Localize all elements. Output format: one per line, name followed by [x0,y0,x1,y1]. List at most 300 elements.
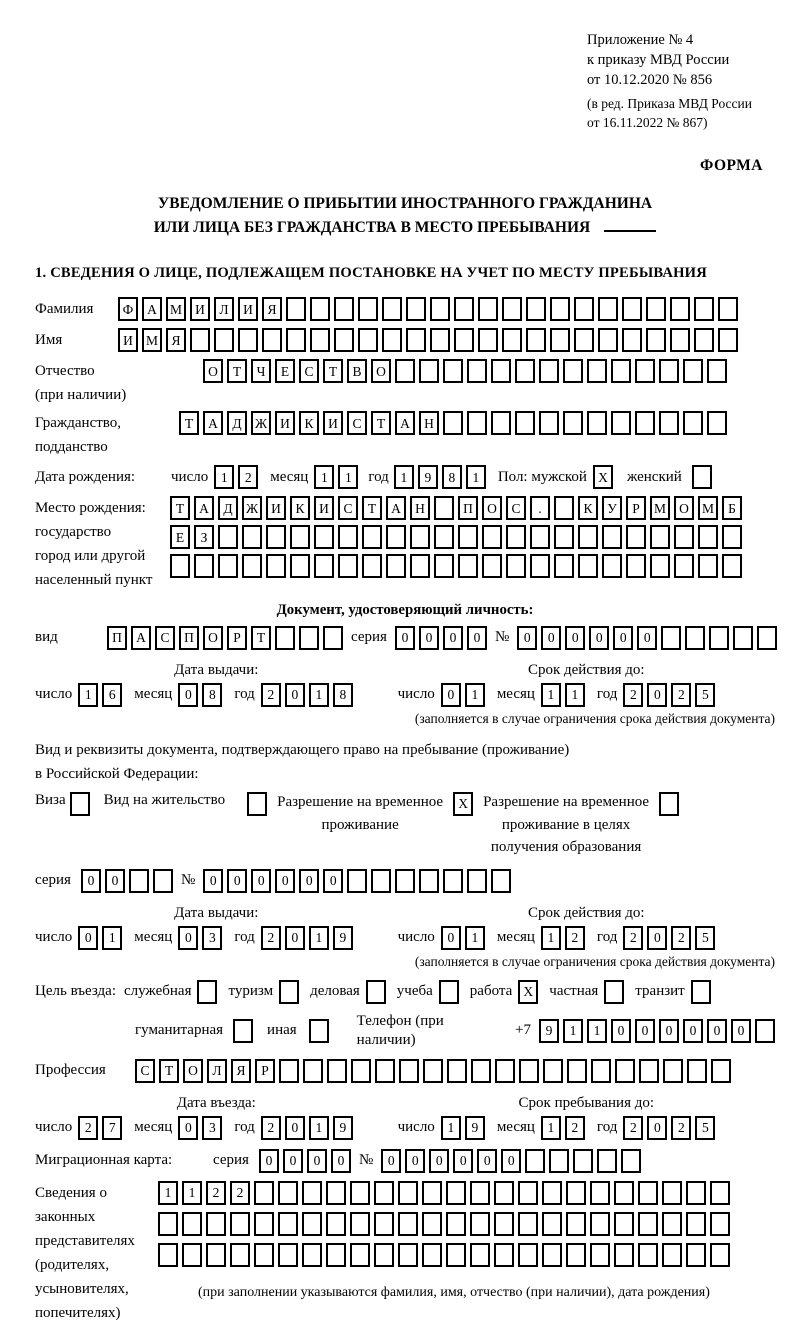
profession-char-box[interactable] [327,1059,347,1083]
birthplace-char-box[interactable] [554,554,574,578]
migration-series-box[interactable]: 0 [331,1149,351,1173]
given-name-char-box[interactable] [694,328,714,352]
patronymic-char-box[interactable] [707,359,727,383]
birthplace-char-box[interactable] [482,554,502,578]
rvp-issue-year-box[interactable]: 1 [309,926,329,950]
legal-reps-char-box[interactable] [566,1212,586,1236]
migration-number-box[interactable]: 0 [405,1149,425,1173]
id-doc-number-box[interactable]: 0 [637,626,657,650]
rvp-valid-year-box[interactable]: 2 [671,926,691,950]
given-name-char-box[interactable] [526,328,546,352]
surname-char-box[interactable] [622,297,642,321]
phone-digit-box[interactable]: 0 [659,1019,679,1043]
rvp-valid-day-box[interactable]: 0 [441,926,461,950]
legal-reps-char-box[interactable] [206,1243,226,1267]
legal-reps-char-box[interactable] [542,1212,562,1236]
surname-char-box[interactable] [526,297,546,321]
id-valid-day-box[interactable]: 1 [465,683,485,707]
id-valid-month-box[interactable]: 1 [565,683,585,707]
legal-reps-char-box[interactable] [494,1181,514,1205]
birthplace-char-box[interactable] [386,554,406,578]
id-doc-number-box[interactable] [685,626,705,650]
given-name-char-box[interactable] [574,328,594,352]
legal-reps-char-box[interactable] [326,1181,346,1205]
surname-char-box[interactable]: И [190,297,210,321]
rvp-valid-month-box[interactable]: 1 [541,926,561,950]
patronymic-char-box[interactable]: Т [227,359,247,383]
legal-reps-char-box[interactable] [374,1181,394,1205]
legal-reps-char-box[interactable] [158,1212,178,1236]
stay-month-box[interactable]: 1 [541,1116,561,1140]
birthplace-char-box[interactable] [434,496,454,520]
legal-reps-char-box[interactable] [182,1243,202,1267]
birth-day-box[interactable]: 2 [238,465,258,489]
birth-year-box[interactable]: 1 [394,465,414,489]
birthplace-char-box[interactable]: А [194,496,214,520]
given-name-char-box[interactable] [382,328,402,352]
legal-reps-char-box[interactable] [254,1181,274,1205]
rvp-number-box[interactable]: 0 [251,869,271,893]
id-issue-year-box[interactable]: 2 [261,683,281,707]
id-doc-number-box[interactable] [661,626,681,650]
surname-char-box[interactable] [310,297,330,321]
birthplace-char-box[interactable] [626,525,646,549]
given-name-char-box[interactable] [334,328,354,352]
legal-reps-char-box[interactable] [518,1212,538,1236]
birthplace-char-box[interactable] [362,525,382,549]
birthplace-char-box[interactable] [578,525,598,549]
legal-reps-char-box[interactable] [422,1212,442,1236]
birthplace-char-box[interactable] [698,525,718,549]
given-name-char-box[interactable] [358,328,378,352]
birthplace-char-box[interactable] [170,554,190,578]
legal-reps-char-box[interactable] [566,1243,586,1267]
id-doc-number-box[interactable] [733,626,753,650]
surname-char-box[interactable]: И [238,297,258,321]
rvp-number-box[interactable]: 0 [227,869,247,893]
profession-char-box[interactable]: С [135,1059,155,1083]
id-doc-number-box[interactable] [709,626,729,650]
legal-reps-char-box[interactable] [470,1243,490,1267]
residence-permit-checkbox[interactable] [247,792,267,816]
profession-char-box[interactable] [447,1059,467,1083]
stay-month-box[interactable]: 2 [565,1116,585,1140]
phone-digit-box[interactable]: 1 [563,1019,583,1043]
legal-reps-char-box[interactable] [158,1243,178,1267]
migration-number-box[interactable]: 0 [501,1149,521,1173]
legal-reps-char-box[interactable] [326,1243,346,1267]
profession-char-box[interactable] [639,1059,659,1083]
temp-residence-edu-checkbox[interactable] [659,792,679,816]
legal-reps-char-box[interactable] [542,1243,562,1267]
stay-year-box[interactable]: 2 [671,1116,691,1140]
migration-series-box[interactable]: 0 [259,1149,279,1173]
patronymic-char-box[interactable] [491,359,511,383]
given-name-char-box[interactable] [262,328,282,352]
legal-reps-char-box[interactable] [398,1181,418,1205]
legal-reps-char-box[interactable] [494,1243,514,1267]
id-doc-number-box[interactable]: 0 [517,626,537,650]
rvp-issue-year-box[interactable]: 2 [261,926,281,950]
rvp-issue-month-box[interactable]: 3 [202,926,222,950]
birthplace-char-box[interactable] [434,525,454,549]
stay-day-box[interactable]: 9 [465,1116,485,1140]
legal-reps-char-box[interactable] [422,1243,442,1267]
patronymic-char-box[interactable] [467,359,487,383]
migration-series-box[interactable]: 0 [307,1149,327,1173]
birthplace-char-box[interactable] [194,554,214,578]
legal-reps-char-box[interactable] [398,1212,418,1236]
legal-reps-char-box[interactable] [278,1181,298,1205]
birthplace-char-box[interactable] [506,525,526,549]
id-doc-type-box[interactable] [275,626,295,650]
profession-char-box[interactable] [567,1059,587,1083]
given-name-char-box[interactable] [310,328,330,352]
birthplace-char-box[interactable] [386,525,406,549]
patronymic-char-box[interactable] [563,359,583,383]
migration-number-box[interactable]: 0 [453,1149,473,1173]
entry-year-box[interactable]: 1 [309,1116,329,1140]
surname-char-box[interactable] [574,297,594,321]
birthplace-char-box[interactable] [650,525,670,549]
legal-reps-char-box[interactable] [302,1181,322,1205]
stay-day-box[interactable]: 1 [441,1116,461,1140]
given-name-char-box[interactable]: И [118,328,138,352]
given-name-char-box[interactable] [214,328,234,352]
profession-char-box[interactable]: Р [255,1059,275,1083]
citizenship-char-box[interactable] [587,411,607,435]
citizenship-char-box[interactable]: Т [371,411,391,435]
legal-reps-char-box[interactable] [686,1212,706,1236]
legal-reps-char-box[interactable] [638,1212,658,1236]
birthplace-char-box[interactable] [266,525,286,549]
id-valid-year-box[interactable]: 5 [695,683,715,707]
surname-char-box[interactable]: Я [262,297,282,321]
given-name-char-box[interactable] [550,328,570,352]
phone-digit-box[interactable]: 0 [635,1019,655,1043]
surname-char-box[interactable] [430,297,450,321]
birthplace-char-box[interactable] [410,554,430,578]
surname-char-box[interactable] [406,297,426,321]
migration-number-box[interactable]: 0 [381,1149,401,1173]
patronymic-char-box[interactable]: О [371,359,391,383]
surname-char-box[interactable] [454,297,474,321]
citizenship-char-box[interactable] [539,411,559,435]
legal-reps-char-box[interactable] [590,1243,610,1267]
birthplace-char-box[interactable]: Е [170,525,190,549]
rvp-series-box[interactable] [129,869,149,893]
patronymic-char-box[interactable] [683,359,703,383]
legal-reps-char-box[interactable] [278,1212,298,1236]
surname-char-box[interactable]: Л [214,297,234,321]
birthplace-char-box[interactable]: Д [218,496,238,520]
given-name-char-box[interactable] [718,328,738,352]
given-name-char-box[interactable] [478,328,498,352]
given-name-char-box[interactable] [190,328,210,352]
birthplace-char-box[interactable] [578,554,598,578]
birth-year-box[interactable]: 9 [418,465,438,489]
rvp-issue-month-box[interactable]: 0 [178,926,198,950]
id-doc-type-box[interactable] [323,626,343,650]
legal-reps-char-box[interactable] [686,1181,706,1205]
given-name-char-box[interactable] [670,328,690,352]
id-issue-year-box[interactable]: 1 [309,683,329,707]
surname-char-box[interactable]: А [142,297,162,321]
profession-char-box[interactable]: О [183,1059,203,1083]
birthplace-char-box[interactable]: К [578,496,598,520]
profession-char-box[interactable] [495,1059,515,1083]
rvp-number-box[interactable] [419,869,439,893]
entry-year-box[interactable]: 2 [261,1116,281,1140]
patronymic-char-box[interactable] [539,359,559,383]
given-name-char-box[interactable] [238,328,258,352]
citizenship-char-box[interactable]: А [395,411,415,435]
entry-month-box[interactable]: 0 [178,1116,198,1140]
citizenship-char-box[interactable] [659,411,679,435]
rvp-number-box[interactable]: 0 [323,869,343,893]
given-name-char-box[interactable] [502,328,522,352]
entry-month-box[interactable]: 3 [202,1116,222,1140]
patronymic-char-box[interactable]: О [203,359,223,383]
id-doc-series-box[interactable]: 0 [467,626,487,650]
profession-char-box[interactable]: Я [231,1059,251,1083]
birthplace-char-box[interactable] [554,525,574,549]
birthplace-char-box[interactable]: К [290,496,310,520]
birthplace-char-box[interactable]: Н [410,496,430,520]
purpose-official-checkbox[interactable] [197,980,217,1004]
surname-char-box[interactable] [478,297,498,321]
legal-reps-char-box[interactable] [398,1243,418,1267]
purpose-other-checkbox[interactable] [309,1019,329,1043]
legal-reps-char-box[interactable] [710,1181,730,1205]
birth-day-box[interactable]: 1 [214,465,234,489]
profession-char-box[interactable] [375,1059,395,1083]
rvp-issue-year-box[interactable]: 9 [333,926,353,950]
birthplace-char-box[interactable] [506,554,526,578]
rvp-valid-year-box[interactable]: 5 [695,926,715,950]
birthplace-char-box[interactable]: Б [722,496,742,520]
id-issue-month-box[interactable]: 0 [178,683,198,707]
entry-year-box[interactable]: 0 [285,1116,305,1140]
legal-reps-char-box[interactable] [446,1243,466,1267]
profession-char-box[interactable] [543,1059,563,1083]
id-doc-type-box[interactable]: П [107,626,127,650]
profession-char-box[interactable]: Т [159,1059,179,1083]
legal-reps-char-box[interactable] [350,1181,370,1205]
profession-char-box[interactable] [399,1059,419,1083]
citizenship-char-box[interactable]: С [347,411,367,435]
profession-char-box[interactable] [303,1059,323,1083]
rvp-series-box[interactable]: 0 [81,869,101,893]
surname-char-box[interactable]: М [166,297,186,321]
rvp-number-box[interactable] [467,869,487,893]
birthplace-char-box[interactable]: Т [362,496,382,520]
purpose-humanitarian-checkbox[interactable] [233,1019,253,1043]
id-doc-series-box[interactable]: 0 [443,626,463,650]
legal-reps-char-box[interactable]: 1 [182,1181,202,1205]
migration-number-box[interactable] [621,1149,641,1173]
id-doc-type-box[interactable]: А [131,626,151,650]
profession-char-box[interactable] [663,1059,683,1083]
surname-char-box[interactable] [286,297,306,321]
rvp-number-box[interactable] [491,869,511,893]
given-name-char-box[interactable] [430,328,450,352]
birthplace-char-box[interactable] [314,525,334,549]
purpose-private-checkbox[interactable] [604,980,624,1004]
id-doc-type-box[interactable]: Р [227,626,247,650]
legal-reps-char-box[interactable] [614,1243,634,1267]
citizenship-char-box[interactable] [515,411,535,435]
legal-reps-char-box[interactable]: 2 [230,1181,250,1205]
rvp-number-box[interactable]: 0 [299,869,319,893]
patronymic-char-box[interactable]: Ч [251,359,271,383]
id-doc-type-box[interactable]: Т [251,626,271,650]
stay-year-box[interactable]: 0 [647,1116,667,1140]
birthplace-char-box[interactable]: А [386,496,406,520]
rvp-valid-day-box[interactable]: 1 [465,926,485,950]
rvp-series-box[interactable] [153,869,173,893]
id-doc-type-box[interactable]: С [155,626,175,650]
legal-reps-char-box[interactable] [614,1212,634,1236]
legal-reps-char-box[interactable]: 1 [158,1181,178,1205]
rvp-number-box[interactable] [395,869,415,893]
birth-month-box[interactable]: 1 [314,465,334,489]
legal-reps-char-box[interactable] [350,1212,370,1236]
stay-year-box[interactable]: 2 [623,1116,643,1140]
profession-char-box[interactable] [519,1059,539,1083]
stay-year-box[interactable]: 5 [695,1116,715,1140]
patronymic-char-box[interactable] [587,359,607,383]
patronymic-char-box[interactable] [515,359,535,383]
legal-reps-char-box[interactable] [254,1212,274,1236]
legal-reps-char-box[interactable] [350,1243,370,1267]
id-issue-day-box[interactable]: 6 [102,683,122,707]
birthplace-char-box[interactable] [722,554,742,578]
surname-char-box[interactable] [718,297,738,321]
rvp-issue-day-box[interactable]: 0 [78,926,98,950]
birthplace-char-box[interactable] [626,554,646,578]
legal-reps-char-box[interactable] [182,1212,202,1236]
birthplace-char-box[interactable] [290,554,310,578]
patronymic-char-box[interactable] [443,359,463,383]
id-issue-year-box[interactable]: 8 [333,683,353,707]
given-name-char-box[interactable]: М [142,328,162,352]
birthplace-char-box[interactable]: П [458,496,478,520]
birthplace-char-box[interactable] [362,554,382,578]
legal-reps-char-box[interactable] [566,1181,586,1205]
id-doc-series-box[interactable]: 0 [419,626,439,650]
birthplace-char-box[interactable] [674,554,694,578]
profession-char-box[interactable] [423,1059,443,1083]
birthplace-char-box[interactable] [722,525,742,549]
legal-reps-char-box[interactable] [326,1212,346,1236]
birthplace-char-box[interactable] [242,554,262,578]
id-issue-year-box[interactable]: 0 [285,683,305,707]
legal-reps-char-box[interactable] [614,1181,634,1205]
legal-reps-char-box[interactable] [710,1212,730,1236]
birthplace-char-box[interactable] [218,554,238,578]
legal-reps-char-box[interactable] [470,1212,490,1236]
legal-reps-char-box[interactable] [662,1212,682,1236]
given-name-char-box[interactable] [646,328,666,352]
birthplace-char-box[interactable]: М [698,496,718,520]
phone-digit-box[interactable]: 1 [587,1019,607,1043]
birthplace-char-box[interactable]: И [314,496,334,520]
birthplace-char-box[interactable] [650,554,670,578]
birthplace-char-box[interactable]: У [602,496,622,520]
legal-reps-char-box[interactable] [446,1212,466,1236]
profession-char-box[interactable] [615,1059,635,1083]
rvp-number-box[interactable] [347,869,367,893]
rvp-valid-year-box[interactable]: 2 [623,926,643,950]
birthplace-char-box[interactable]: С [506,496,526,520]
phone-digit-box[interactable]: 0 [611,1019,631,1043]
birthplace-char-box[interactable] [218,525,238,549]
birthplace-char-box[interactable] [602,554,622,578]
purpose-business-checkbox[interactable] [366,980,386,1004]
legal-reps-char-box[interactable] [686,1243,706,1267]
legal-reps-char-box[interactable] [230,1243,250,1267]
birthplace-char-box[interactable]: Ж [242,496,262,520]
birth-month-box[interactable]: 1 [338,465,358,489]
temp-residence-checkbox[interactable]: X [453,792,473,816]
id-doc-number-box[interactable] [757,626,777,650]
legal-reps-char-box[interactable] [278,1243,298,1267]
rvp-issue-year-box[interactable]: 0 [285,926,305,950]
migration-number-box[interactable] [597,1149,617,1173]
birthplace-char-box[interactable]: Т [170,496,190,520]
rvp-number-box[interactable] [443,869,463,893]
legal-reps-char-box[interactable] [710,1243,730,1267]
citizenship-char-box[interactable] [443,411,463,435]
legal-reps-char-box[interactable] [590,1181,610,1205]
citizenship-char-box[interactable]: А [203,411,223,435]
legal-reps-char-box[interactable] [446,1181,466,1205]
citizenship-char-box[interactable] [467,411,487,435]
patronymic-char-box[interactable]: Т [323,359,343,383]
entry-day-box[interactable]: 7 [102,1116,122,1140]
id-issue-month-box[interactable]: 8 [202,683,222,707]
birthplace-char-box[interactable]: И [266,496,286,520]
birthplace-char-box[interactable] [530,525,550,549]
purpose-tourism-checkbox[interactable] [279,980,299,1004]
given-name-char-box[interactable] [286,328,306,352]
citizenship-char-box[interactable] [683,411,703,435]
given-name-char-box[interactable] [622,328,642,352]
legal-reps-char-box[interactable] [254,1243,274,1267]
given-name-char-box[interactable] [598,328,618,352]
birthplace-char-box[interactable] [314,554,334,578]
phone-digit-box[interactable]: 0 [683,1019,703,1043]
citizenship-char-box[interactable]: Н [419,411,439,435]
patronymic-char-box[interactable]: В [347,359,367,383]
given-name-char-box[interactable] [454,328,474,352]
profession-char-box[interactable] [687,1059,707,1083]
purpose-study-checkbox[interactable] [439,980,459,1004]
purpose-transit-checkbox[interactable] [691,980,711,1004]
legal-reps-char-box[interactable] [662,1243,682,1267]
profession-char-box[interactable]: Л [207,1059,227,1083]
legal-reps-char-box[interactable] [422,1181,442,1205]
patronymic-char-box[interactable] [419,359,439,383]
migration-number-box[interactable] [573,1149,593,1173]
birthplace-char-box[interactable]: О [674,496,694,520]
legal-reps-char-box[interactable] [494,1212,514,1236]
profession-char-box[interactable] [711,1059,731,1083]
citizenship-char-box[interactable]: И [275,411,295,435]
surname-char-box[interactable] [670,297,690,321]
sex-male-checkbox[interactable]: X [593,465,613,489]
